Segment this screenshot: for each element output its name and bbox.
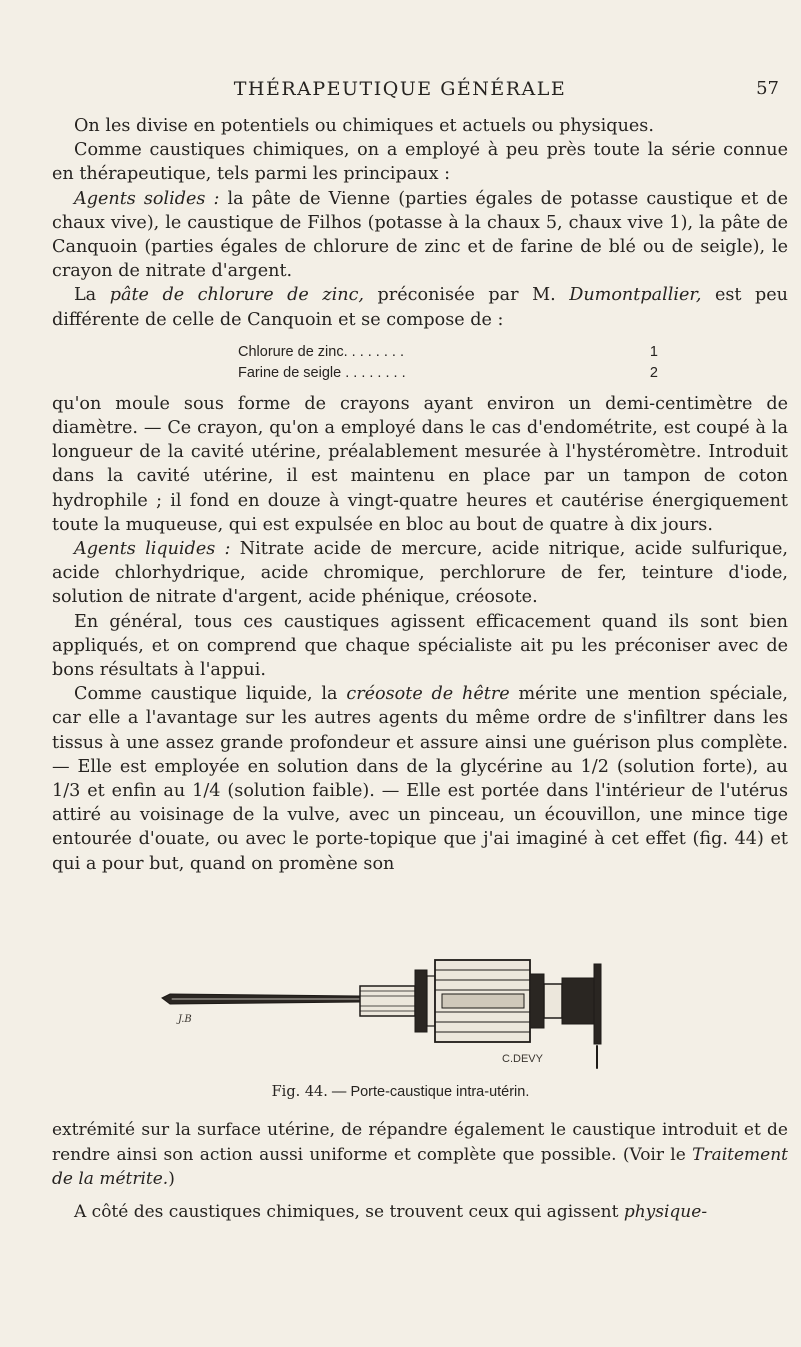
- physical-term: physique-: [623, 1201, 708, 1222]
- solid-agents-body: la pâte de Vienne (parties égales de potasse caustique et de chaux vive), le caustique de Filhos (potasse à la chaux 5, chaux vive 1), la pâte de Canquoin (parties égales de chlorure de zinc et de farine de blé ou de seigle), le crayon de nitrate d'argent.: [52, 188, 788, 282]
- recipe-row: [238, 363, 658, 384]
- paragraph-extremity: [52, 1118, 788, 1192]
- paragraph-zinc-paste: [52, 283, 788, 331]
- creosote-term: créosote de hêtre: [346, 684, 510, 705]
- paragraph-physical: [52, 1200, 788, 1225]
- body-text-top: [52, 114, 788, 876]
- liquid-agents-heading: Agents liquides :: [74, 539, 231, 560]
- extremity-body: extrémité sur la surface utérine, de répandre également le caustique introduit et de rendre ainsi son action aussi uniforme et complète que possible. (Voir le: [52, 1120, 788, 1165]
- figure-caption: [0, 1084, 801, 1100]
- creosote-lead: Comme caustique liquide, la: [74, 684, 347, 705]
- zinc-paste-lead: La: [74, 285, 110, 306]
- paragraph-intro: On les divise en potentiels ou chimiques et actuels ou physiques.: [74, 116, 654, 136]
- paragraph-general: En général, tous ces caustiques agissent efficacement quand ils sont bien appliqués, et on comprend que chaque spécialiste ait pu les préconiser avec de bons résultats à l'appui.: [52, 611, 788, 681]
- zinc-paste-mid: préconisée par M.: [364, 285, 570, 306]
- figure-number: Fig. 44.: [271, 1084, 328, 1100]
- zinc-paste-tail: est peu différente de celle de Canquoin et se compose de :: [52, 285, 789, 330]
- figure-caption-text: — Porte-caustique intra-utérin.: [327, 1084, 530, 1100]
- zinc-paste-term: pâte de chlorure de zinc,: [109, 285, 365, 306]
- recipe-ingredient: Farine de seigle . . . . . . . .: [238, 364, 406, 381]
- recipe-list: [238, 342, 658, 384]
- liquid-agents-body: Nitrate acide de mercure, acide nitrique, acide sulfurique, acide chlorhydrique, acide chromique, perchlorure de fer, teinture d'iode, solution de nitrate d'argent, acide phénique, créosote.: [52, 539, 788, 608]
- author-name: Dumontpallier,: [569, 285, 702, 306]
- paragraph-solid-agents: [52, 187, 788, 284]
- paragraph-liquid-agents: [52, 537, 788, 610]
- paragraph-chemical-caustics: Comme caustiques chimiques, on a employé à peu près toute la série connue en thérapeutique, tels parmi les principaux :: [52, 140, 788, 185]
- engraver-mark-left: J.B: [178, 1014, 192, 1025]
- running-title: THÉRAPEUTIQUE GÉNÉRALE: [233, 78, 567, 100]
- solid-agents-heading: Agents solides :: [74, 188, 220, 209]
- engraver-mark-right: C.DEVY: [502, 1053, 543, 1065]
- physical-lead: A côté des caustiques chimiques, se trouvent ceux qui agissent: [74, 1201, 624, 1222]
- extremity-close: ): [168, 1169, 175, 1189]
- recipe-quantity: 1: [649, 343, 658, 360]
- crossref-title: Traitement de la métrite.: [52, 1144, 788, 1189]
- porte-caustique-illustration: [150, 956, 610, 1076]
- paragraph-crayon-use: qu'on moule sous forme de crayons ayant environ un demi-centimètre de diamètre. — Ce crayon, qu'on a employé dans le cas d'endométrite, est coupé à la longueur de la cavité utérine, préalablement mesurée à l'hystéromètre. Introduit dans la cavité utérine, il est maintenu en place par un tampon de coton hydrophile ; il fond en douze à vingt-quatre heures et cautérise énergiquement toute la muqueuse, qui est expulsée en bloc au bout de quatre à dix jours.: [52, 393, 788, 535]
- creosote-body: mérite une mention spéciale, car elle a l'avantage sur les autres agents du même ordre de s'infiltrer dans les tissus à une assez grande profondeur et assure ainsi une guérison plus complète. — Elle est employée en solution dans de la glycérine au 1/2 (solution forte), au 1/3 et enfin au 1/4 (solution faible). — Elle est portée dans l'intérieur de l'utérus attiré au voisinage de la vulve, avec un pinceau, un écouvillon, une mince tige entourée d'ouate, ou avec le porte-topique que j'ai imaginé à cet effet (fig. 44) et qui a pour but, quand on promène son: [52, 684, 788, 874]
- recipe-row: [238, 342, 658, 363]
- body-text-bottom: [52, 1118, 788, 1224]
- paragraph-creosote: [52, 682, 788, 876]
- page-number: 57: [756, 78, 779, 99]
- recipe-quantity: 2: [649, 364, 658, 381]
- recipe-ingredient: Chlorure de zinc. . . . . . . .: [238, 343, 405, 360]
- running-header: [0, 74, 801, 104]
